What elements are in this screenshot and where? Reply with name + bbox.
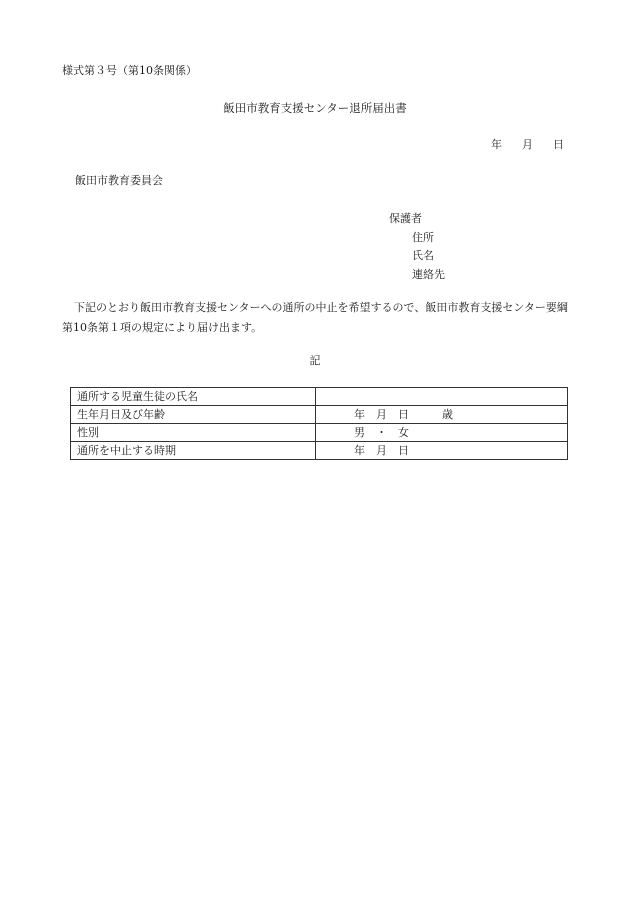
stop-date-label: 通所を中止する時期 bbox=[71, 442, 316, 460]
guardian-address-label: 住所 bbox=[412, 230, 434, 244]
date-year-label: 年 bbox=[491, 138, 502, 151]
guardian-block bbox=[389, 210, 445, 284]
birthdate-age-value[interactable]: 年 月 日 歳 bbox=[316, 406, 568, 424]
body-text: 下記のとおり飯田市教育支援センターへの通所の中止を希望するので、飯田市教育支援センター要綱第10条第１項の規定により届け出ます。 bbox=[62, 301, 568, 334]
guardian-heading: 保護者 bbox=[389, 212, 422, 225]
addressee: 飯田市教育委員会 bbox=[75, 174, 163, 187]
document-title: 飯田市教育支援センター退所届出書 bbox=[223, 101, 407, 115]
table-row bbox=[71, 442, 568, 460]
stop-date-value[interactable]: 年 月 日 bbox=[316, 442, 568, 460]
table-row bbox=[71, 388, 568, 406]
birthdate-age-label: 生年月日及び年齢 bbox=[71, 406, 316, 424]
date-month-label: 月 bbox=[522, 138, 533, 151]
submission-date-line bbox=[491, 139, 564, 150]
date-day-label: 日 bbox=[553, 138, 564, 151]
ki-heading: 記 bbox=[309, 354, 321, 367]
gender-label: 性別 bbox=[71, 424, 316, 442]
guardian-name-label: 氏名 bbox=[412, 249, 434, 262]
record-table bbox=[70, 387, 568, 460]
table-row bbox=[71, 424, 568, 442]
guardian-contact-label: 連絡先 bbox=[412, 267, 445, 281]
form-number: 様式第３号（第10条関係） bbox=[62, 64, 197, 77]
student-name-label: 通所する児童生徒の氏名 bbox=[71, 388, 316, 406]
gender-value[interactable]: 男 ・ 女 bbox=[316, 424, 568, 442]
student-name-value[interactable] bbox=[316, 388, 568, 406]
table-row bbox=[71, 406, 568, 424]
